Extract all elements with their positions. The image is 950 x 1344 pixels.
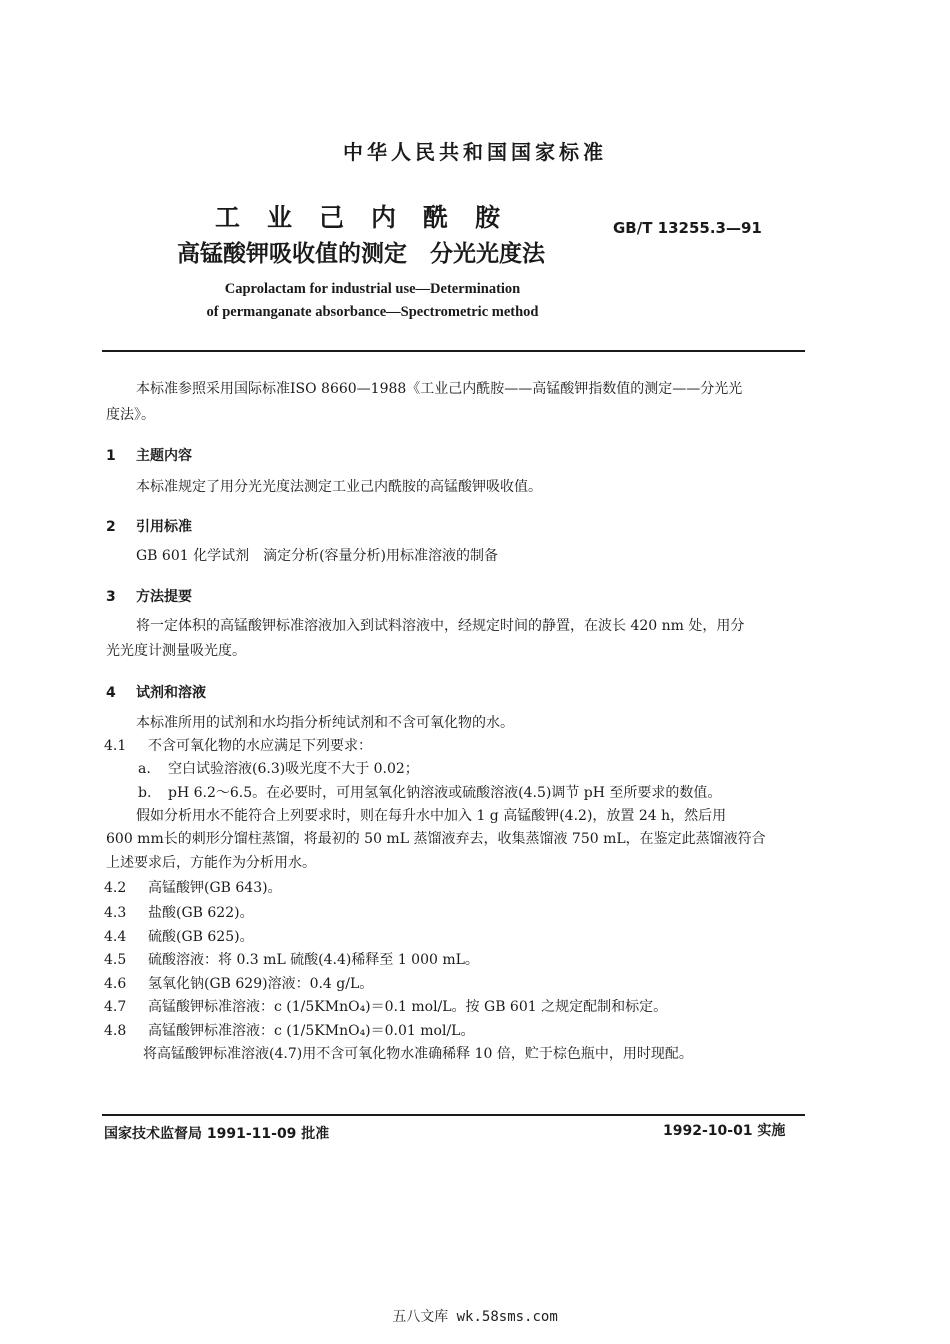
item-number: 4.2 bbox=[104, 880, 127, 896]
item-text: pH 6.2～6.5。在必要时，可用氢氧化钠溶液或硫酸溶液(4.5)调节 pH 至所要求的数值。 bbox=[168, 785, 722, 801]
section-number: 2 bbox=[106, 519, 116, 535]
item-text: 高锰酸钾标准溶液：c (1/5KMnO₄)＝0.01 mol/L。 bbox=[148, 1023, 475, 1039]
item-4-4 bbox=[104, 927, 254, 947]
item-4-1-note-line3: 上述要求后，方能作为分析用水。 bbox=[106, 855, 316, 871]
title-sub: 高锰酸钾吸收值的测定 分光光度法 bbox=[177, 241, 545, 267]
item-marker: b. bbox=[138, 785, 152, 801]
item-text: 高锰酸钾标准溶液：c (1/5KMnO₄)＝0.1 mol/L。按 GB 601 之规定配制和标定。 bbox=[148, 999, 668, 1015]
section-3-heading bbox=[106, 586, 192, 606]
section-number: 4 bbox=[106, 685, 116, 701]
item-4-1 bbox=[104, 736, 372, 756]
item-text: 高锰酸钾(GB 643)。 bbox=[148, 880, 282, 896]
bottom-divider bbox=[102, 1114, 805, 1116]
item-4-5 bbox=[104, 950, 479, 970]
item-text: 氢氧化钠(GB 629)溶液：0.4 g/L。 bbox=[148, 976, 374, 992]
approval-date: 国家技术监督局 1991-11-09 批准 bbox=[104, 1126, 330, 1142]
item-number: 4.4 bbox=[104, 929, 127, 945]
item-text: 硫酸溶液：将 0.3 mL 硫酸(4.4)稀释至 1 000 mL。 bbox=[148, 952, 479, 968]
item-4-8 bbox=[104, 1021, 474, 1041]
item-number: 4.7 bbox=[104, 999, 127, 1015]
section-2-text: GB 601 化学试剂 滴定分析(容量分析)用标准溶液的制备 bbox=[136, 548, 499, 564]
item-text: 盐酸(GB 622)。 bbox=[148, 905, 254, 921]
section-number: 3 bbox=[106, 589, 116, 605]
english-title-line2: of permanganate absorbance—Spectrometric method bbox=[206, 304, 539, 320]
watermark: 五八文库 wk.58sms.com bbox=[392, 1309, 558, 1325]
item-number: 4.6 bbox=[104, 976, 127, 992]
section-1-text: 本标准规定了用分光光度法测定工业己内酰胺的高锰酸钾吸收值。 bbox=[136, 479, 542, 495]
item-4-3 bbox=[104, 903, 254, 923]
item-number: 4.1 bbox=[104, 738, 127, 754]
section-title: 试剂和溶液 bbox=[136, 685, 206, 701]
item-4-1-note-line2: 600 mm长的刺形分馏柱蒸馏，将最初的 50 mL 蒸馏液弃去，收集蒸馏液 750 mL，在鉴定此蒸馏液符合 bbox=[106, 831, 766, 847]
standard-code: GB/T 13255.3—91 bbox=[613, 219, 762, 237]
section-4-heading bbox=[106, 682, 206, 702]
intro-line1: 本标准参照采用国际标准ISO 8660—1988《工业己内酰胺——高锰酸钾指数值的测定——分光光 bbox=[136, 381, 743, 397]
section-title: 主题内容 bbox=[136, 448, 192, 464]
item-number: 4.5 bbox=[104, 952, 127, 968]
top-divider bbox=[102, 350, 805, 352]
item-4-6 bbox=[104, 974, 373, 994]
item-4-1-note-line1: 假如分析用水不能符合上列要求时，则在每升水中加入 1 g 高锰酸钾(4.2)，放置 24 h，然后用 bbox=[136, 808, 727, 824]
item-number: 4.3 bbox=[104, 905, 127, 921]
item-4-8-note: 将高锰酸钾标准溶液(4.7)用不含可氧化物水准确稀释 10 倍，贮于棕色瓶中，用时现配。 bbox=[143, 1046, 693, 1062]
item-text: 硫酸(GB 625)。 bbox=[148, 929, 254, 945]
item-number: 4.8 bbox=[104, 1023, 127, 1039]
title-main: 工业己内酰胺 bbox=[215, 203, 528, 232]
item-4-7 bbox=[104, 997, 667, 1017]
item-4-2 bbox=[104, 878, 282, 898]
section-2-heading bbox=[106, 516, 192, 536]
item-marker: a. bbox=[138, 761, 151, 777]
item-4-1-b bbox=[138, 783, 721, 803]
section-number: 1 bbox=[106, 448, 116, 464]
english-title-line1: Caprolactam for industrial use—Determination bbox=[224, 281, 521, 297]
section-1-heading bbox=[106, 445, 192, 465]
item-text: 空白试验溶液(6.3)吸光度不大于 0.02； bbox=[168, 761, 419, 777]
country-standard-heading: 中华人民共和国国家标准 bbox=[343, 140, 607, 164]
intro-line2: 度法》。 bbox=[106, 407, 155, 423]
section-3-line1: 将一定体积的高锰酸钾标准溶液加入到试料溶液中，经规定时间的静置，在波长 420 nm 处，用分 bbox=[136, 618, 745, 634]
section-3-line2: 光光度计测量吸光度。 bbox=[106, 643, 246, 659]
section-4-text: 本标准所用的试剂和水均指分析纯试剂和不含可氧化物的水。 bbox=[136, 715, 514, 731]
item-text: 不含可氧化物的水应满足下列要求： bbox=[148, 738, 372, 754]
section-title: 引用标准 bbox=[136, 519, 192, 535]
item-4-1-a bbox=[138, 759, 419, 779]
section-title: 方法提要 bbox=[136, 589, 192, 605]
effective-date: 1992-10-01 实施 bbox=[663, 1123, 786, 1139]
